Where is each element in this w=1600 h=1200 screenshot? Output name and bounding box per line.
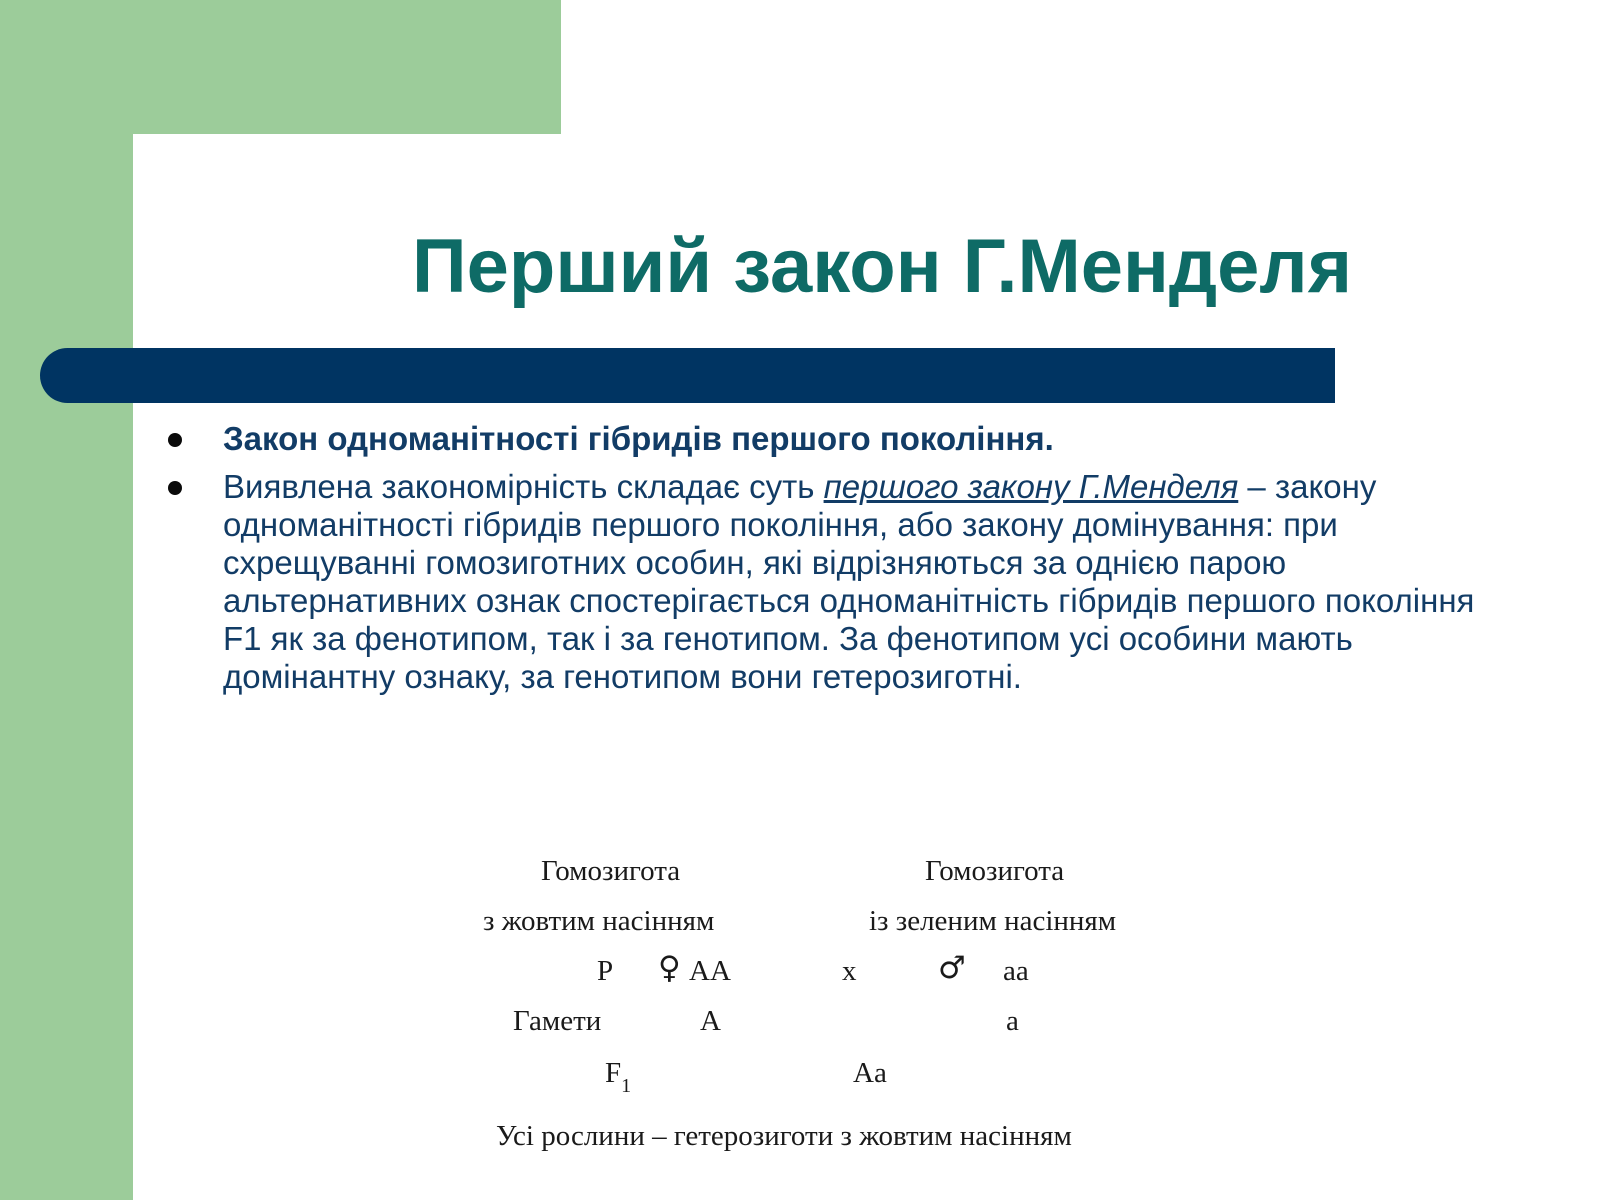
bullet-dot-icon (168, 433, 182, 447)
female-genotype: AA (689, 955, 731, 987)
bullet-dot-icon (168, 481, 182, 495)
f1-genotype: Aa (853, 1057, 887, 1089)
bullet-list (165, 420, 1485, 696)
cross-conclusion: Усі рослини – гетерозиготи з жовтим насінням (496, 1120, 1072, 1152)
male-icon: ♂ (938, 950, 966, 986)
gamete-left: A (700, 1005, 721, 1037)
bullet-text-rest: – закону одноманітності гібридів першого покоління, або закону домінування: при схрещуванні гомозиготних особин, які відрізняються за однією парою альтернативних ознак спостерігається одноманітність гібридів першого покоління F1 як за фенотипом, так і за генотипом. За фенотипом усі особини мають домінантну ознаку, за генотипом вони гетерозиготні. (223, 468, 1475, 695)
f1-letter: F (605, 1057, 622, 1089)
parents-label: P (597, 955, 614, 987)
title-divider-bar (40, 348, 1335, 403)
gamete-right: a (1006, 1005, 1019, 1037)
bullet-item (165, 468, 1485, 696)
right-parent-description: із зеленим насінням (869, 905, 1117, 937)
left-parent-description: з жовтим насінням (483, 905, 715, 937)
cross-symbol: x (842, 955, 857, 987)
bullet-text: Закон одноманітності гібридів першого покоління. (223, 420, 1054, 457)
left-parent-header: Гомозигота (541, 855, 681, 887)
green-background-left (0, 0, 133, 1200)
bullet-text-prefix: Виявлена закономірність складає суть (223, 468, 824, 505)
slide-title: Перший закон Г.Менделя (412, 224, 1353, 309)
f1-subscript: 1 (621, 1075, 632, 1097)
mendel-law-link[interactable]: першого закону Г.Менделя (823, 468, 1239, 505)
right-parent-header: Гомозигота (925, 855, 1065, 887)
gametes-label: Гамети (513, 1005, 602, 1037)
female-icon: ♀ (658, 950, 681, 986)
bullet-item (165, 420, 1485, 458)
male-genotype: aa (1003, 955, 1029, 987)
